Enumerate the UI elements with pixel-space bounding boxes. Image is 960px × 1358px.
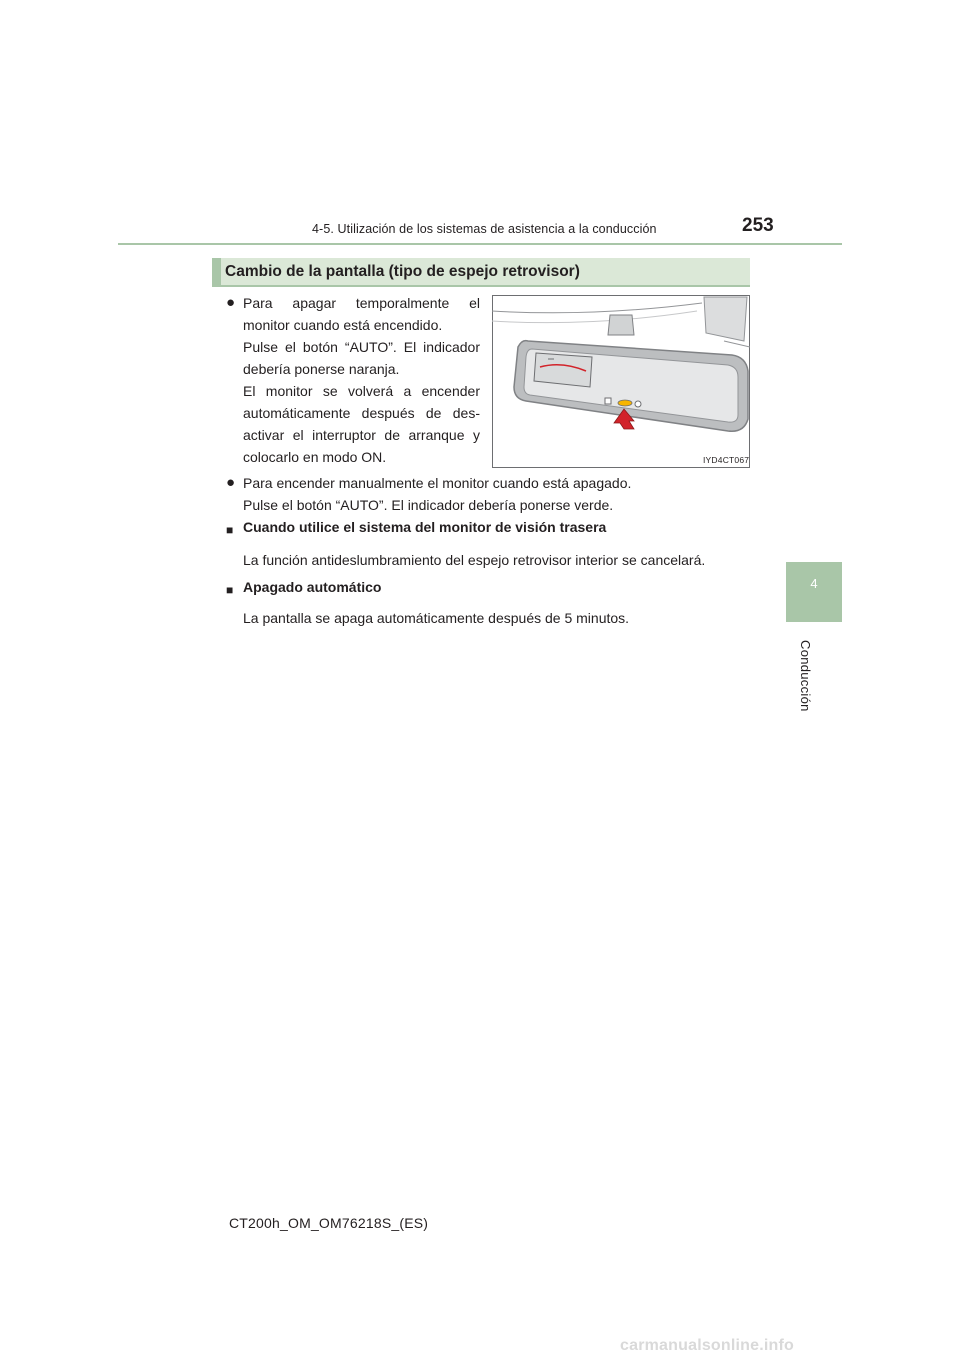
bullet-line: Para apagar temporalmente el monitor cuando está encendido. (243, 295, 480, 333)
bullet-text-1 (243, 292, 480, 468)
chapter-number: 4 (810, 576, 818, 591)
bullet-line: Pulse el botón “AUTO”. El indicador debería ponerse naranja. (243, 339, 480, 377)
chapter-tab (786, 562, 842, 622)
figure-code: IYD4CT067 (703, 455, 750, 465)
bullet-line: Pulse el botón “AUTO”. El indicador debería ponerse verde. (243, 497, 614, 513)
section-title-accent (212, 258, 221, 287)
square-bullet-icon: ■ (226, 583, 234, 597)
subsection-heading: Apagado automático (243, 579, 382, 595)
header-divider (118, 243, 842, 245)
bullet-line: Para encender manualmente el monitor cuando está apagado. (243, 475, 632, 491)
subsection-body: La función antideslumbramiento del espejo retrovisor interior se cancelará. (243, 552, 706, 568)
subsection-body: La pantalla se apaga automáticamente después de 5 minutos. (243, 610, 630, 626)
bullet-text-2 (243, 472, 753, 516)
bullet-icon: ● (226, 474, 236, 491)
square-bullet-icon: ■ (226, 523, 234, 537)
bullet-line: El monitor se volverá a encender automáticamente después de des-activar el interruptor de arranque y colocarlo en modo ON. (243, 383, 480, 465)
bullet-icon: ● (226, 294, 236, 311)
running-header: 4-5. Utilización de los sistemas de asistencia a la conducción (312, 222, 657, 236)
document-id: CT200h_OM_OM76218S_(ES) (229, 1215, 429, 1231)
chapter-label: Conducción (798, 640, 813, 712)
subsection-heading: Cuando utilice el sistema del monitor de visión trasera (243, 519, 607, 535)
page-number: 253 (742, 215, 774, 236)
section-title: Cambio de la pantalla (tipo de espejo retrovisor) (225, 263, 580, 280)
watermark: carmanualsonline.info (620, 1337, 795, 1354)
rearview-mirror-illustration (492, 295, 750, 468)
